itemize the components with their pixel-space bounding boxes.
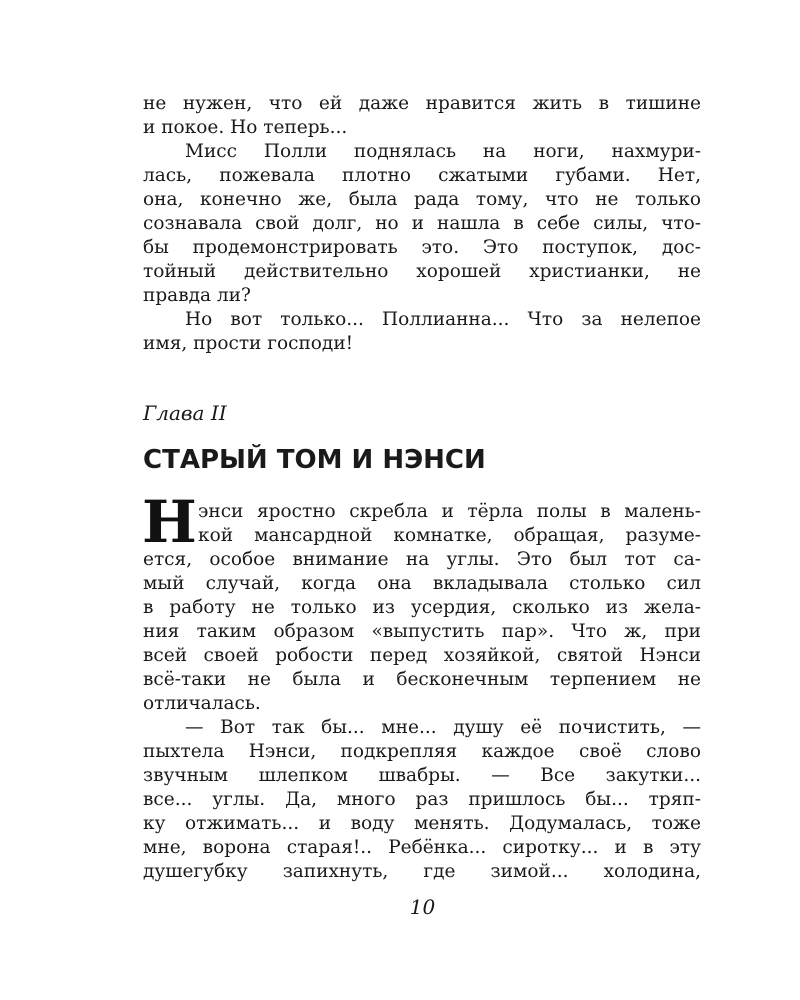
drop-cap: Н xyxy=(142,488,197,556)
text-line: ния таким образом «выпустить пар». Что ж, при xyxy=(143,621,701,642)
text-line: лась, пожевала плотно сжатыми губами. Нет, xyxy=(143,165,701,186)
chapter-title: СТАРЫЙ ТОМ И НЭНСИ xyxy=(143,445,486,475)
text-line: душегубку запихнуть, где зимой... холодина, xyxy=(143,861,701,882)
text-line: — Вот так бы... мне... душу её почистить, — xyxy=(185,717,701,738)
text-line: тойный действительно хорошей христианки, не xyxy=(143,261,701,282)
text-line: звучным шлепком швабры. — Все закутки... xyxy=(143,765,701,786)
text-line: правда ли? xyxy=(143,285,251,306)
text-line: сознавала свой долг, но и нашла в себе силы, что- xyxy=(143,213,701,234)
text-line: пыхтела Нэнси, подкрепляя каждое своё слово xyxy=(143,741,701,762)
text-line: отличалась. xyxy=(143,693,261,714)
text-line: бы продемонстрировать это. Это поступок, дос- xyxy=(143,237,701,258)
text-line: имя, прости господи! xyxy=(143,333,354,354)
text-line: всей своей робости перед хозяйкой, святой Нэнси xyxy=(143,645,701,666)
text-line: ется, особое внимание на углы. Это был тот са- xyxy=(143,549,701,570)
chapter-label: Глава II xyxy=(143,401,227,425)
text-line: и покое. Но теперь... xyxy=(143,117,348,138)
text-line: энси яростно скребла и тёрла полы в малень- xyxy=(198,501,701,522)
text-line: она, конечно же, была рада тому, что не только xyxy=(143,189,701,210)
text-line: все... углы. Да, много раз пришлось бы... тряп- xyxy=(143,789,701,810)
text-line: Мисс Полли поднялась на ноги, нахмури- xyxy=(185,141,701,162)
text-line: всё-таки не была и бесконечным терпением не xyxy=(143,669,701,690)
text-line: не нужен, что ей даже нравится жить в тишине xyxy=(143,93,701,114)
text-line: мне, ворона старая!.. Ребёнка... сиротку... и в эту xyxy=(143,837,701,858)
text-line: Но вот только... Поллианна... Что за нелепое xyxy=(185,309,701,330)
text-line: кой мансардной комнатке, обращая, разуме- xyxy=(198,525,701,546)
text-line: в работу не только из усердия, сколько из жела- xyxy=(143,597,701,618)
text-line: ку отжимать... и воду менять. Додумалась, тоже xyxy=(143,813,701,834)
text-line: мый случай, когда она вкладывала столько сил xyxy=(143,573,701,594)
page-number: 10 xyxy=(409,895,436,919)
